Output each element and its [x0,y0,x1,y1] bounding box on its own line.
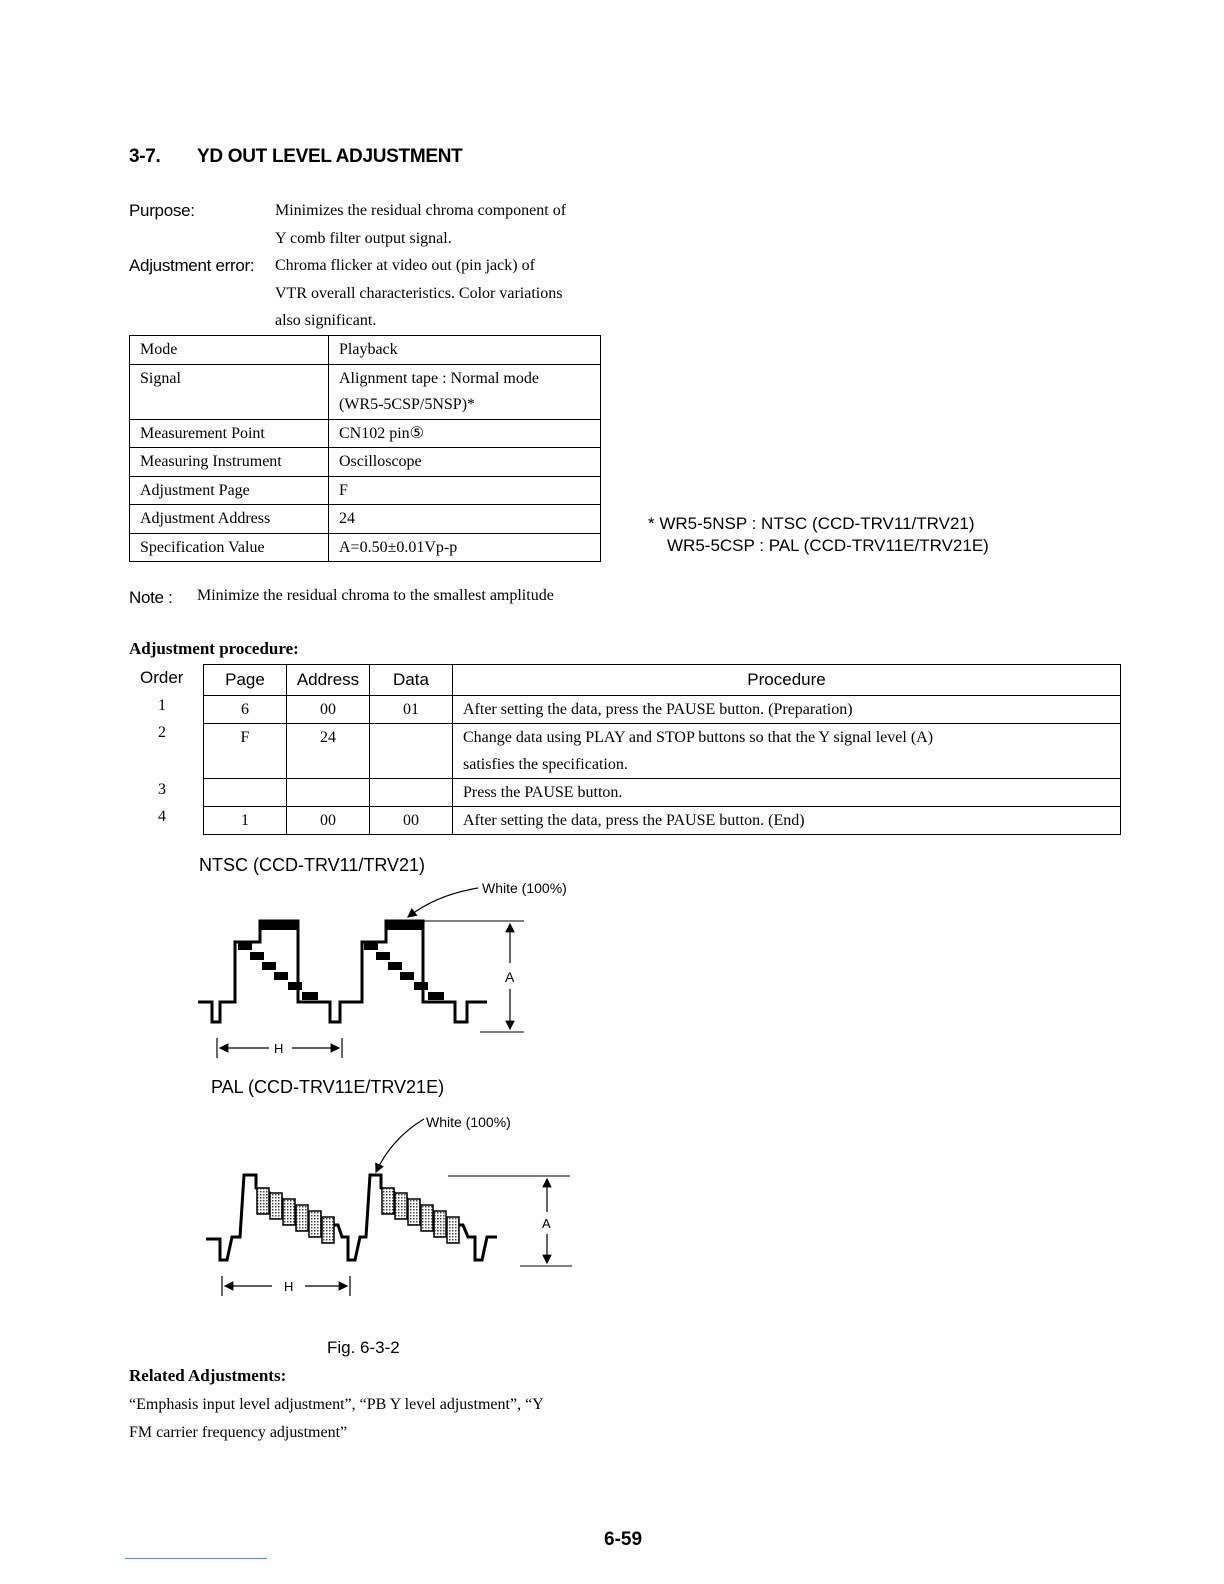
procedure-row [204,807,1121,835]
spec-row [130,533,601,562]
spec-key: Adjustment Page [130,476,329,505]
procedure-row [204,696,1121,724]
pal-title: PAL (CCD-TRV11E/TRV21E) [211,1077,445,1097]
page-cell: 1 [204,807,287,835]
pal-chroma-blocks-1 [257,1188,334,1243]
data-cell [370,724,453,779]
page-number: 6-59 [604,1529,643,1550]
related-line: “Emphasis input level adjustment”, “PB Y level adjustment”, “Y [129,1396,544,1413]
spec-value: CN102 pin⑤ [329,419,601,448]
footnote-line: WR5-5CSP : PAL (CCD-TRV11E/TRV21E) [667,536,989,555]
procedure-cell: After setting the data, press the PAUSE button. (End) [453,807,1121,835]
adjustment-error-label: Adjustment error: [129,256,255,275]
spec-row [130,476,601,505]
data-cell [370,779,453,807]
spec-row [130,336,601,365]
adjustment-error-line: VTR overall characteristics. Color variations [275,284,563,302]
adjustment-error-line: also significant. [275,312,377,329]
procedure-line: Change data using PLAY and STOP buttons so that the Y signal level (A) [463,729,934,746]
ntsc-waveform [190,875,590,1065]
spec-table [129,335,601,562]
pal-white-pointer [376,1119,424,1172]
note-label: Note : [129,588,173,607]
spec-value: 24 [329,505,601,534]
pal-white-label: White (100%) [426,1114,511,1130]
spec-value-line: Alignment tape : Normal mode [339,369,539,387]
ntsc-white-label: White (100%) [482,880,567,896]
address-cell [287,779,370,807]
pal-chroma-blocks-2 [382,1188,459,1243]
pal-a-label: A [542,1216,551,1231]
section-number: 3-7. [129,146,161,167]
spec-row [130,364,601,419]
page-cell: 6 [204,696,287,724]
related-title: Related Adjustments: [129,1366,287,1385]
address-cell: 00 [287,696,370,724]
spec-value: Oscilloscope [329,448,601,477]
page-cell [204,779,287,807]
ntsc-a-label: A [505,969,515,985]
spec-key: Signal [130,364,329,419]
section-title: YD OUT LEVEL ADJUSTMENT [197,146,463,167]
spec-key: Measurement Point [130,419,329,448]
procedure-cell: Press the PAUSE button. [453,779,1121,807]
order-number: 1 [158,697,166,714]
purpose-line: Y comb filter output signal. [275,229,452,247]
page-cell: F [204,724,287,779]
address-header: Address [287,665,370,696]
spec-value [329,364,601,419]
ntsc-staircase-2 [364,921,444,1000]
order-number: 3 [158,781,166,798]
ntsc-staircase-1 [238,921,318,1000]
spec-row [130,448,601,477]
related-text [129,1391,544,1447]
spec-key: Measuring Instrument [130,448,329,477]
ntsc-title: NTSC (CCD-TRV11/TRV21) [199,855,426,875]
adjustment-error-line: Chroma flicker at video out (pin jack) of [275,257,535,274]
spec-value: Playback [329,336,601,365]
spec-value: F [329,476,601,505]
data-header: Data [370,665,453,696]
procedure-table [203,664,1121,835]
spec-value-line: (WR5-5CSP/5NSP)* [339,396,476,413]
figure-caption: Fig. 6-3-2 [327,1338,400,1357]
spec-key: Specification Value [130,533,329,562]
spec-key: Adjustment Address [130,505,329,534]
related-line: FM carrier frequency adjustment” [129,1424,348,1441]
procedure-cell [453,724,1121,779]
procedure-title: Adjustment procedure: [129,639,299,658]
pal-waveform [200,1110,600,1300]
tape-footnote [648,513,989,557]
procedure-line: satisfies the specification. [463,756,628,773]
purpose-text [275,197,566,252]
address-cell: 00 [287,807,370,835]
procedure-row [204,724,1121,779]
note-text: Minimize the residual chroma to the smallest amplitude [197,587,554,604]
data-cell: 01 [370,696,453,724]
spec-row [130,419,601,448]
order-number: 4 [158,808,166,825]
ntsc-h-label: H [274,1041,284,1056]
footnote-line: * WR5-5NSP : NTSC (CCD-TRV11/TRV21) [648,514,975,533]
ntsc-white-pointer [408,888,478,917]
procedure-header: Procedure [453,665,1121,696]
procedure-row [204,779,1121,807]
purpose-label: Purpose: [129,201,195,220]
purpose-line: Minimizes the residual chroma component of [275,202,567,219]
procedure-cell: After setting the data, press the PAUSE button. (Preparation) [453,696,1121,724]
data-cell: 00 [370,807,453,835]
spec-value: A=0.50±0.01Vp-p [329,533,601,562]
address-cell: 24 [287,724,370,779]
section-heading [129,146,462,168]
spec-row [130,505,601,534]
page-header: Page [204,665,287,696]
spec-key: Mode [130,336,329,365]
procedure-header-row [204,665,1121,696]
bottom-rule [125,1558,267,1559]
order-header: Order [140,668,184,687]
ntsc-trace [198,921,487,1022]
pal-h-label: H [284,1279,294,1294]
adjustment-error-text [275,252,562,335]
order-number: 2 [158,724,166,741]
